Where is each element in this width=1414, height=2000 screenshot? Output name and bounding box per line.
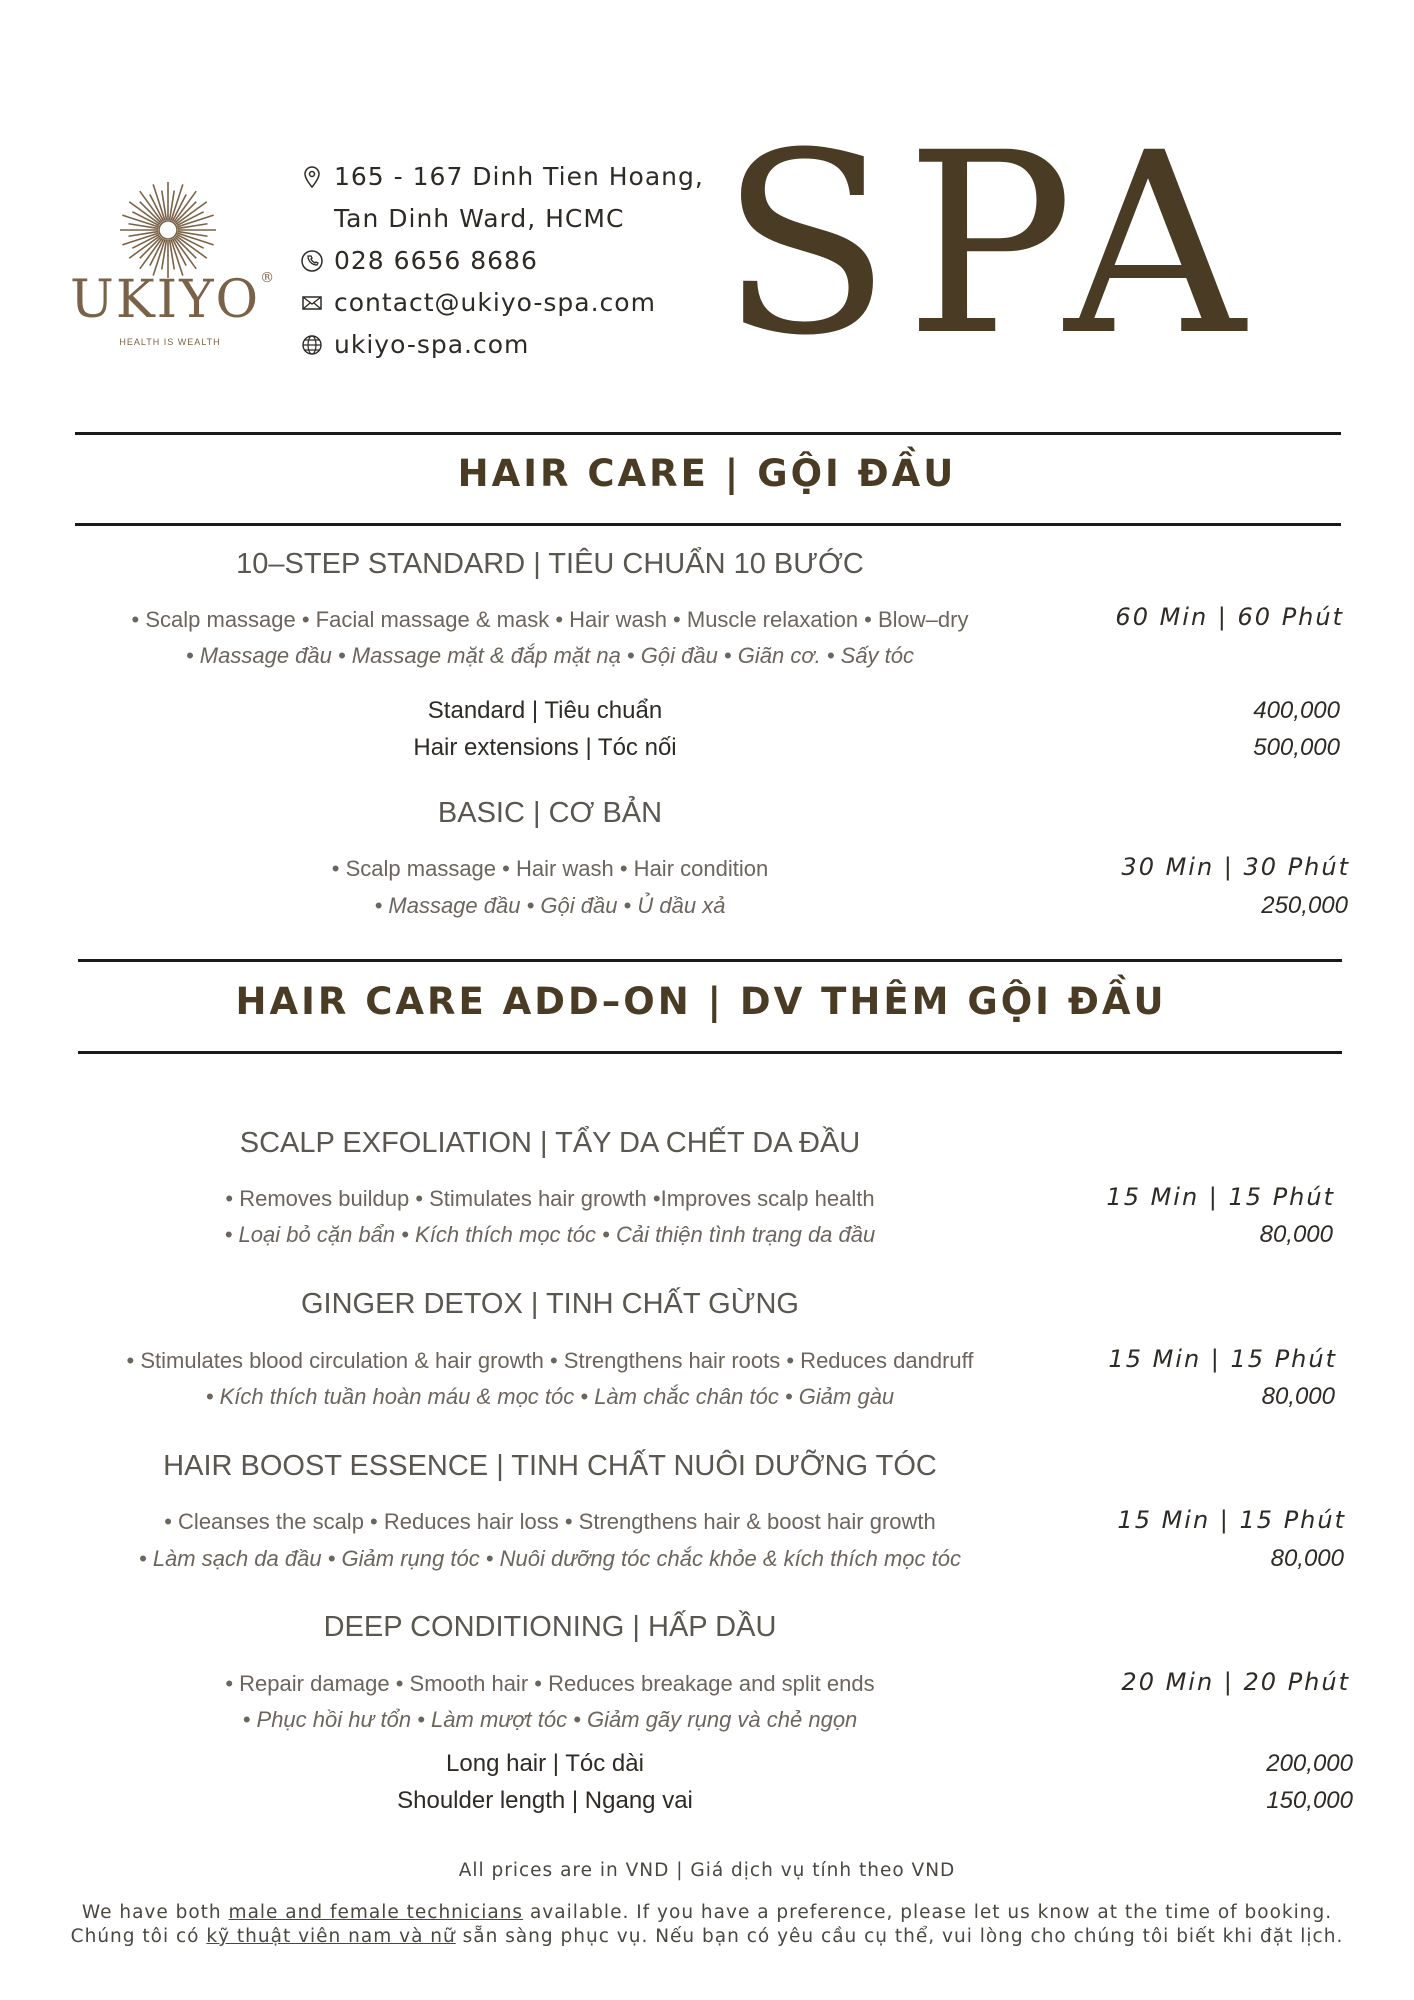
option-price: 150,000 (1266, 1787, 1353, 1814)
phone-icon (300, 249, 324, 273)
service-desc-vi: • Massage đầu • Gội đầu • Ủ dầu xả (374, 893, 726, 918)
service-title-ginger: GINGER DETOX | TINH CHẤT GỪNG (301, 1288, 799, 1320)
service-duration: 15 Min | 15 Phút (1117, 1506, 1346, 1534)
option-label: Standard | Tiêu chuẩn (427, 697, 663, 724)
service-duration: 15 Min | 15 Phút (1106, 1183, 1335, 1211)
technician-note-vi: Chúng tôi có kỹ thuật viên nam và nữ sẵn sàng phục vụ. Nếu bạn có yêu cầu cụ thể, vui lòng cho chúng tôi biết khi đặt lịch. (70, 1926, 1344, 1947)
address-line-2: Tan Dinh Ward, HCMC (334, 204, 625, 233)
globe-icon (300, 333, 324, 357)
page-title: SPA (720, 99, 1260, 390)
brand-logo-text: UKIYO® (70, 270, 277, 330)
service-desc-en: • Removes buildup • Stimulates hair growth •Improves scalp health (225, 1186, 875, 1211)
phone-row[interactable]: 028 6656 8686 (300, 246, 538, 275)
section-title-addon: HAIR CARE ADD–ON | DV THÊM GỘI ĐẦU (235, 980, 1167, 1023)
divider (78, 1051, 1342, 1054)
service-title-boost: HAIR BOOST ESSENCE | TINH CHẤT NUÔI DƯỠNG TÓC (163, 1450, 937, 1482)
service-duration: 15 Min | 15 Phút (1108, 1345, 1337, 1373)
service-desc-vi: • Loại bỏ cặn bẩn • Kích thích mọc tóc • Cải thiện tình trạng da đầu (224, 1222, 876, 1247)
service-price: 80,000 (1261, 1383, 1335, 1410)
service-title-exfoliation: SCALP EXFOLIATION | TẨY DA CHẾT DA ĐẦU (239, 1127, 861, 1159)
section-title-hair-care: HAIR CARE | GỘI ĐẦU (457, 452, 957, 495)
option-label: Shoulder length | Ngang vai (397, 1787, 693, 1814)
sunburst-logo-icon (118, 180, 218, 280)
service-desc-vi: • Massage đầu • Massage mặt & đắp mặt nạ • Gội đầu • Giãn cơ. • Sấy tóc (185, 643, 915, 668)
option-label: Long hair | Tóc dài (446, 1750, 644, 1777)
address-line-1: 165 - 167 Dinh Tien Hoang, (300, 162, 704, 191)
service-desc-en: • Scalp massage • Hair wash • Hair condition (331, 856, 769, 881)
service-desc-vi: • Kích thích tuần hoàn máu & mọc tóc • Làm chắc chân tóc • Giảm gàu (205, 1384, 895, 1409)
divider (75, 432, 1341, 435)
location-pin-icon (300, 165, 324, 189)
email-row[interactable]: contact@ukiyo-spa.com (300, 288, 656, 317)
service-duration: 60 Min | 60 Phút (1115, 603, 1344, 631)
technicians-link-vi[interactable]: kỹ thuật viên nam và nữ (206, 1926, 456, 1947)
service-desc-vi: • Làm sạch da đầu • Giảm rụng tóc • Nuôi dưỡng tóc chắc khỏe & kích thích mọc tóc (139, 1546, 961, 1571)
service-desc-en: • Cleanses the scalp • Reduces hair loss • Strengthens hair & boost hair growth (164, 1509, 936, 1534)
option-price: 200,000 (1266, 1750, 1353, 1777)
service-desc-en: • Stimulates blood circulation & hair growth • Strengthens hair roots • Reduces dandruff (126, 1348, 974, 1373)
mail-icon (300, 291, 324, 315)
service-title-basic: BASIC | CƠ BẢN (437, 797, 663, 829)
service-duration: 30 Min | 30 Phút (1121, 853, 1350, 881)
service-price: 80,000 (1259, 1221, 1333, 1248)
service-duration: 20 Min | 20 Phút (1121, 1668, 1350, 1696)
service-title-deep-conditioning: DEEP CONDITIONING | HẤP DẦU (323, 1611, 777, 1643)
option-price: 500,000 (1253, 734, 1340, 761)
currency-note: All prices are in VND | Giá dịch vụ tính theo VND (458, 1860, 956, 1881)
website-row[interactable]: ukiyo-spa.com (300, 330, 529, 359)
technicians-link[interactable]: male and female technicians (228, 1902, 524, 1923)
service-price: 250,000 (1261, 892, 1348, 919)
brand-tagline: HEALTH IS WEALTH (119, 337, 221, 347)
service-title-10-step: 10–STEP STANDARD | TIÊU CHUẨN 10 BƯỚC (236, 548, 864, 580)
service-desc-vi: • Phục hồi hư tổn • Làm mượt tóc • Giảm gãy rụng và chẻ ngọn (242, 1707, 858, 1732)
service-desc-en: • Scalp massage • Facial massage & mask • Hair wash • Muscle relaxation • Blow–dry (131, 607, 969, 632)
option-label: Hair extensions | Tóc nối (413, 734, 677, 761)
option-price: 400,000 (1253, 697, 1340, 724)
service-desc-en: • Repair damage • Smooth hair • Reduces breakage and split ends (225, 1671, 875, 1696)
technician-note-en: We have both male and female technicians available. If you have a preference, please let us know at the time of booking. (81, 1902, 1333, 1923)
service-price: 80,000 (1270, 1545, 1344, 1572)
divider (75, 523, 1341, 526)
divider (78, 959, 1342, 962)
